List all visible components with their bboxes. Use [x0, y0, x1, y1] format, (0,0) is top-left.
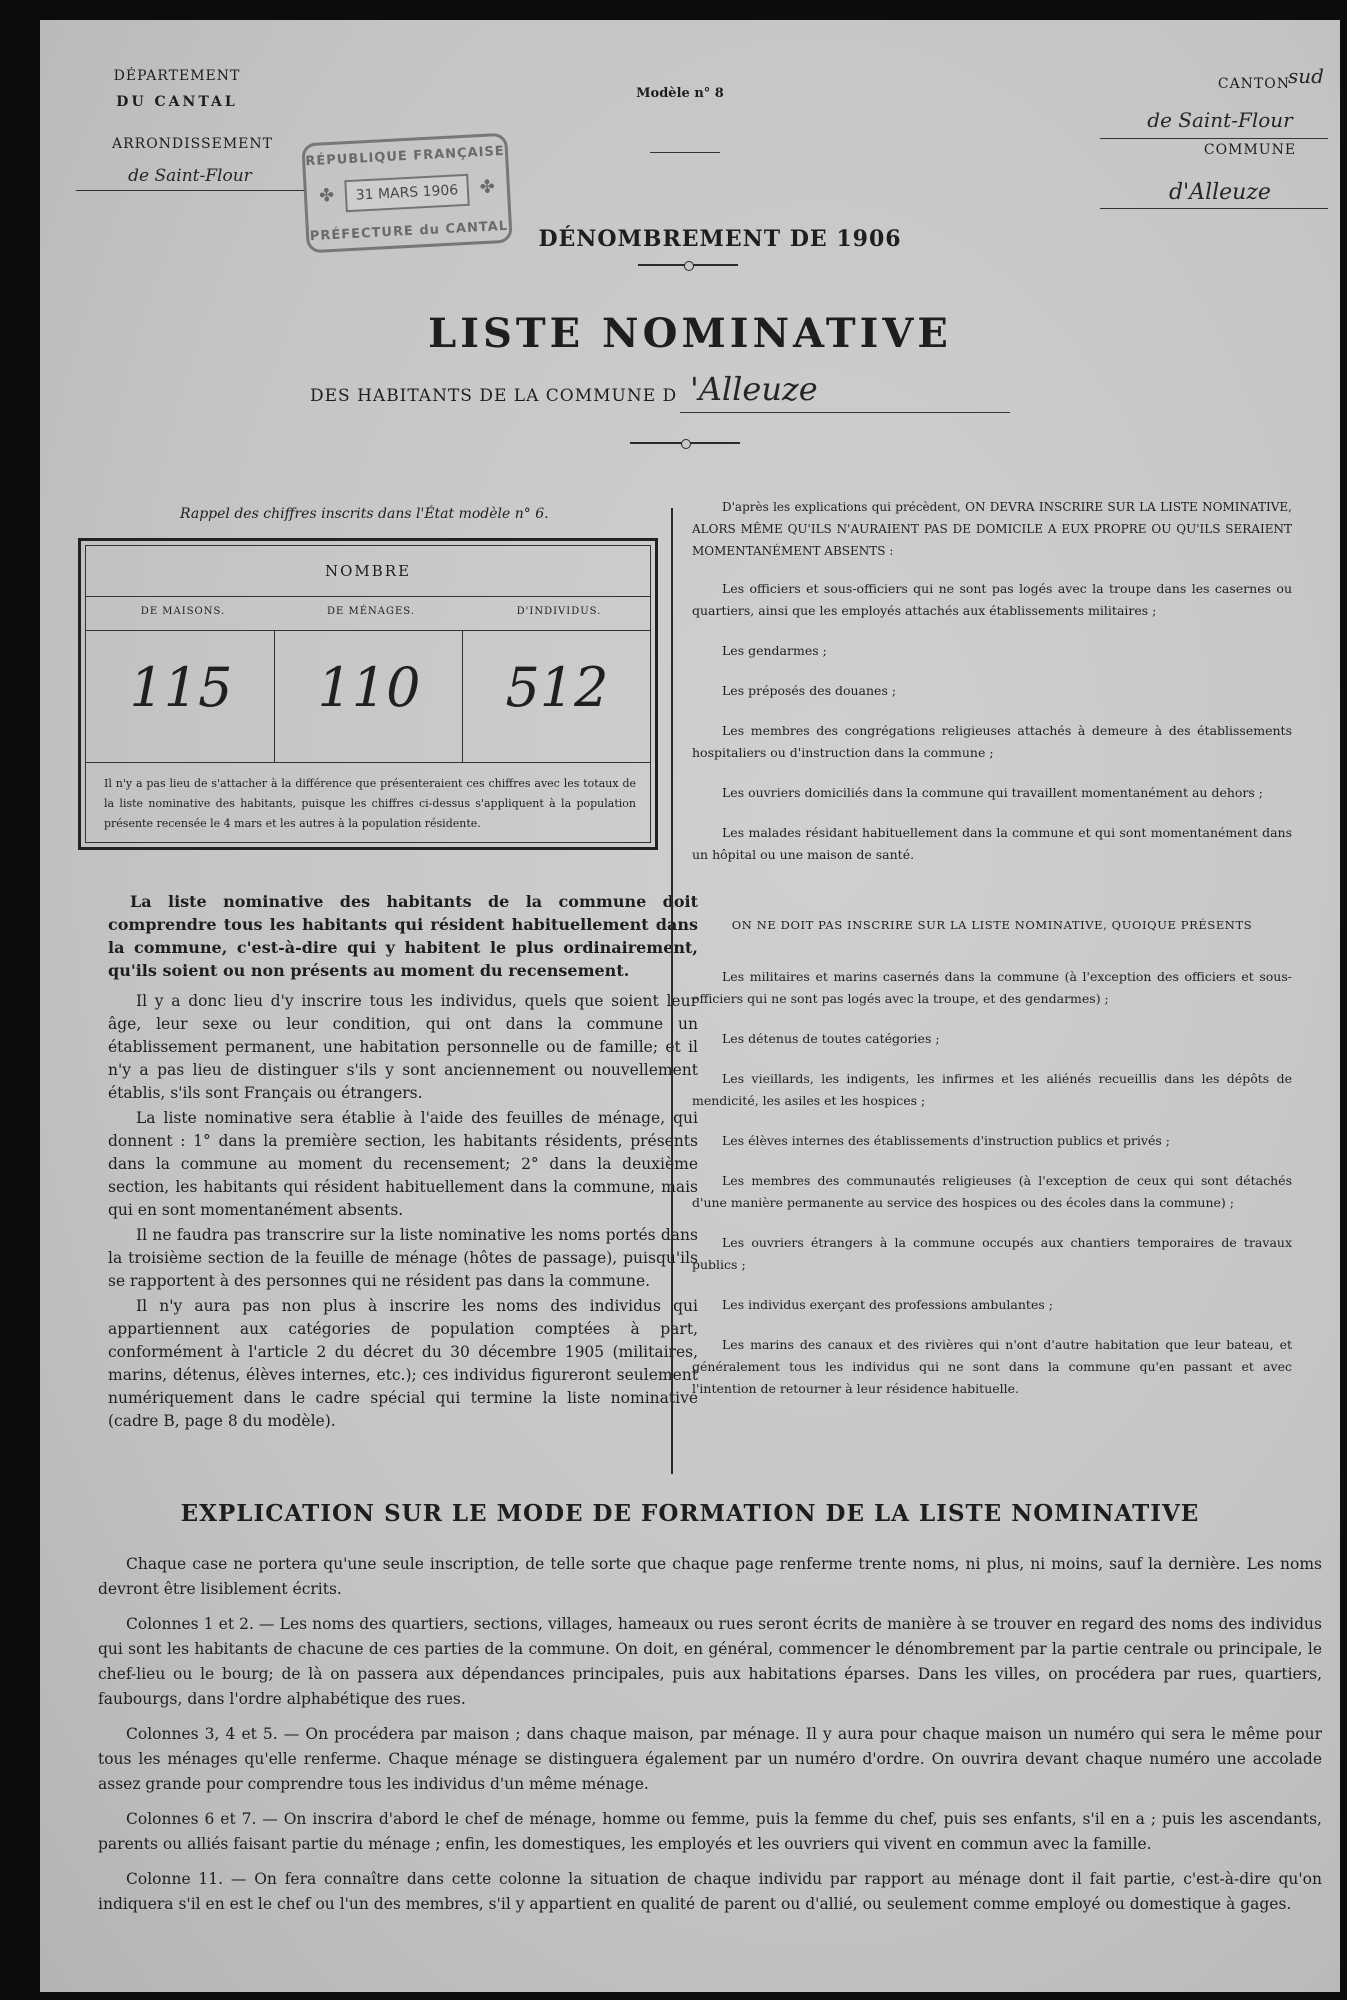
rappel-caption: Rappel des chiffres inscrits dans l'État modèle n° 6. — [180, 506, 549, 522]
instruction-paragraph: Il y a donc lieu d'y inscrire tous les individus, quels que soient leur âge, leur sexe ou leur condition, qui ont dans la commune un établissement permanent, une habitation personnelle ou de famille; et il n'y a pas lieu de distinguer s'ils y sont anciennement ou nouvellement établis, s'ils sont Français ou étrangers. — [108, 992, 698, 1102]
departement-label: DÉPARTEMENT — [113, 68, 241, 84]
canton-value: de Saint-Flour — [1147, 108, 1293, 132]
explication-paragraph: Chaque case ne portera qu'une seule inscription, de telle sorte que chaque page renferme trente noms, ni plus, ni moins, sauf la dernière. Les noms devront être lisiblement écrits. — [98, 1555, 1322, 1598]
ne-pas-inscrire-heading: ON NE DOIT PAS INSCRIRE SUR LA LISTE NOMINATIVE, QUOIQUE PRÉSENTS — [731, 918, 1253, 932]
canton-handwritten: sud — [1288, 64, 1324, 88]
inscrire-item: Les malades résidant habituellement dans la commune et qui sont momentanément dans un hôpital ou une maison de santé. — [692, 825, 1292, 862]
instruction-paragraph: Il n'y aura pas non plus à inscrire les noms des individus qui appartiennent aux catégories de population comptées à part, conformément à l'article 2 du décret du 30 décembre 1905 (militaires, marins, détenus, élèves internes, etc.); ces individus figureront seulement numériquement dans le cadre spécial qui termine la liste nominative (cadre B, page 8 du modèle). — [108, 1297, 698, 1430]
arrondissement-value: de Saint-Flour — [128, 166, 252, 186]
nombre-table — [78, 538, 658, 850]
instruction-paragraph: Il ne faudra pas transcrire sur la liste nominative les noms portés dans la troisième section de la feuille de ménage (hôtes de passage), puisqu'ils se rapportent à des personnes qui ne résident pas dans la commune. — [108, 1226, 698, 1290]
rappel-note: Il n'y a pas lieu de s'attacher à la différence que présenteraient ces chiffres avec les totaux de la liste nominative des habitants, puisque les chiffres ci-dessus s'appliquent à la population présente recensée le 4 mars et les autres à la population résidente. — [104, 777, 636, 830]
ne-pas-item: Les individus exerçant des professions ambulantes ; — [722, 1297, 1053, 1312]
value-maisons: 115 — [129, 656, 233, 719]
prefecture-stamp — [301, 133, 512, 254]
ornament-divider — [630, 438, 740, 448]
ne-pas-item: Les membres des communautés religieuses (à l'exception de ceux qui sont détachés d'une manière permanente au service des hospices ou des écoles dans la commune) ; — [692, 1173, 1292, 1210]
habitants-prefix: DES HABITANTS DE LA COMMUNE D — [310, 386, 678, 406]
canton-label: CANTON — [1217, 76, 1290, 92]
right-instructions — [692, 496, 1292, 1418]
liste-nominative-title: LISTE NOMINATIVE — [428, 310, 952, 357]
inscrire-item: Les officiers et sous-officiers qui ne sont pas logés avec la troupe dans les casernes ou quartiers, ainsi que les employés attachés aux établissements militaires ; — [692, 581, 1292, 618]
col-maisons: DE MAISONS. — [140, 606, 226, 617]
stamp-top-text: RÉPUBLIQUE FRANÇAISE — [305, 143, 506, 170]
departement-value: DU CANTAL — [116, 94, 238, 110]
value-individus: 512 — [505, 656, 609, 719]
census-sheet — [40, 20, 1340, 1992]
instruction-paragraph: La liste nominative des habitants de la commune doit comprendre tous les habitants qui résident habituellement dans la commune, c'est-à-dire qui y habitent le plus ordinairement, qu'ils soient ou non présents au moment du recensement. — [108, 892, 698, 980]
ne-pas-item: Les élèves internes des établissements d'instruction publics et privés ; — [722, 1133, 1170, 1148]
explication-paragraph: Colonnes 6 et 7. — On inscrira d'abord le chef de ménage, homme ou femme, puis la femme du chef, puis ses enfants, s'il en a ; puis les ascendants, parents ou alliés faisant partie du ménage ; enfin, les domestiques, les employés et les ouvriers qui vivent en commun avec la famille. — [98, 1810, 1322, 1853]
left-instructions — [108, 890, 698, 1435]
inscrire-item: Les préposés des douanes ; — [722, 683, 897, 698]
explication-paragraph: Colonne 11. — On fera connaître dans cette colonne la situation de chaque individu par rapport au ménage dont il fait partie, c'est-à-dire qu'on indiquera s'il en est le chef ou l'un des membres, s'il y appartient en qualité de parent ou d'allié, ou seulement comme employé ou domestique à gages. — [98, 1870, 1322, 1913]
ne-pas-item: Les marins des canaux et des rivières qui n'ont d'autre habitation que leur bateau, et généralement tous les individus qui ne sont dans la commune qu'en passant et avec l'intention de retourner à leur résidence habituelle. — [692, 1337, 1292, 1396]
explication-body — [98, 1552, 1322, 1927]
denombrement-title: DÉNOMBREMENT DE 1906 — [538, 226, 902, 252]
star-icon: ✤ — [479, 176, 496, 199]
ne-pas-item: Les ouvriers étrangers à la commune occupés aux chantiers temporaires de travaux publics ; — [692, 1235, 1292, 1272]
commune-label: COMMUNE — [1203, 142, 1297, 158]
ne-pas-item: Les vieillards, les indigents, les infirmes et les aliénés recueillis dans les dépôts de mendicité, les asiles et les hospices ; — [692, 1071, 1292, 1108]
inscrire-item: Les ouvriers domiciliés dans la commune qui travaillent momentanément au dehors ; — [722, 785, 1263, 800]
column-divider — [671, 508, 673, 1474]
ne-pas-item: Les détenus de toutes catégories ; — [722, 1031, 940, 1046]
habitants-commune: 'Alleuze — [690, 370, 818, 408]
stamp-date: 31 MARS 1906 — [344, 174, 470, 212]
star-icon: ✤ — [318, 184, 335, 207]
inscrire-intro: D'après les explications qui précèdent, ON DEVRA INSCRIRE SUR LA LISTE NOMINATIVE, ALORS MÊME QU'ILS N'AURAIENT PAS DE DOMICILE A EUX PROPRE OU QU'ILS SERAIENT MOMENTANÉMENT ABSENTS : — [692, 500, 1292, 558]
commune-value: d'Alleuze — [1169, 180, 1271, 205]
inscrire-item: Les gendarmes ; — [722, 643, 827, 658]
modele-number: Modèle n° 8 — [636, 86, 724, 101]
instruction-paragraph: La liste nominative sera établie à l'aide des feuilles de ménage, qui donnent : 1° dans la première section, les habitants résidents, présents dans la commune au moment du recensement; 2° dans la deuxième section, les habitants qui résident habituellement dans la commune, mais qui en sont momentanément absents. — [108, 1109, 698, 1219]
nombre-heading: NOMBRE — [324, 562, 412, 580]
explication-paragraph: Colonnes 1 et 2. — Les noms des quartiers, sections, villages, hameaux ou rues seront écrits de manière à se trouver en regard des noms des individus qui sont les habitants de chacune de ces parties de la commune. On doit, en général, commencer le dénombrement par la partie centrale ou principale, le chef-lieu ou le bourg; de là on passera aux dépendances principales, puis aux habitations éparses. Dans les villes, on procédera par rues, quartiers, faubourgs, dans l'ordre alphabétique des rues. — [98, 1615, 1322, 1708]
inscrire-item: Les membres des congrégations religieuses attachés à demeure à des établissements hospitaliers ou d'instruction dans la commune ; — [692, 723, 1292, 760]
explication-paragraph: Colonnes 3, 4 et 5. — On procédera par maison ; dans chaque maison, par ménage. Il y aura pour chaque maison un numéro qui sera le même pour tous les ménages qu'elle renferme. Chaque ménage se distinguera également par un numéro d'ordre. On ouvrira devant chaque numéro une accolade assez grande pour comprendre tous les individus d'un même ménage. — [98, 1725, 1322, 1793]
explication-title: EXPLICATION SUR LE MODE DE FORMATION DE LA LISTE NOMINATIVE — [180, 1500, 1200, 1527]
col-individus: D'INDIVIDUS. — [516, 606, 602, 617]
col-menages: DE MÉNAGES. — [327, 606, 415, 617]
value-menages: 110 — [317, 656, 421, 719]
stamp-bottom-text: PRÉFECTURE du CANTAL — [309, 218, 509, 245]
ne-pas-item: Les militaires et marins casernés dans la commune (à l'exception des officiers et sous-officiers qui ne sont pas logés avec la troupe, et des gendarmes) ; — [692, 969, 1292, 1006]
ornament-divider — [638, 260, 738, 270]
arrondissement-label: ARRONDISSEMENT — [112, 136, 273, 152]
